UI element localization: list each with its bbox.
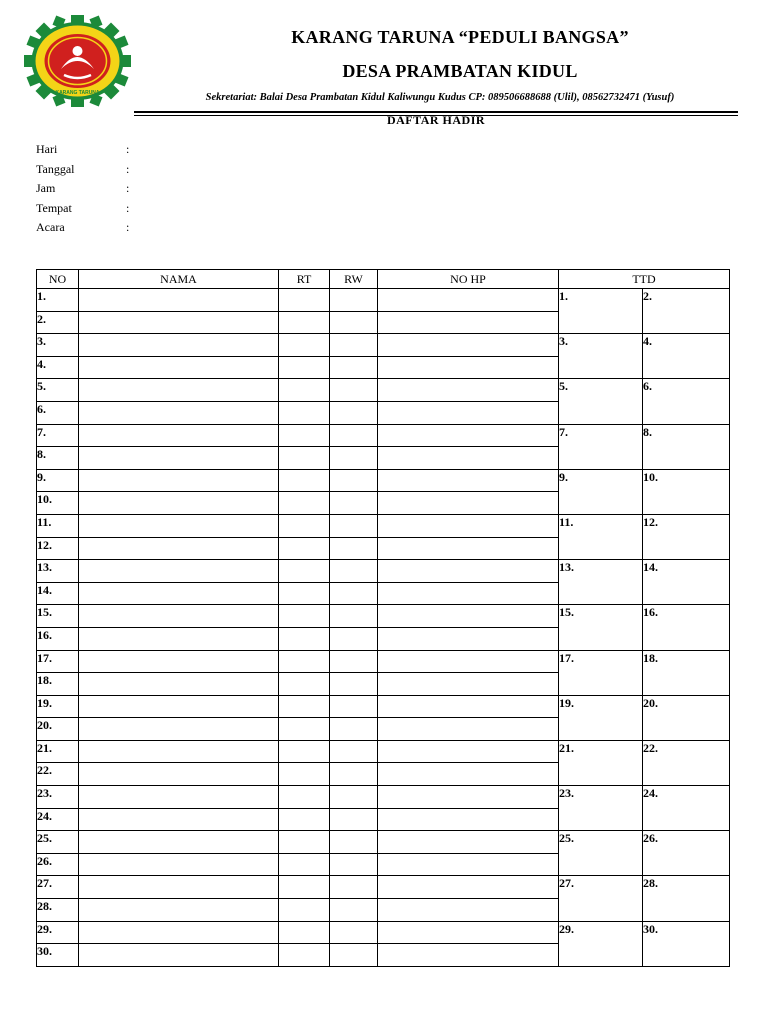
attendance-sheet	[36, 269, 730, 967]
rw-cell[interactable]	[330, 786, 378, 809]
no-hp-cell[interactable]	[378, 379, 559, 402]
no-hp-cell[interactable]	[378, 605, 559, 628]
rw-cell[interactable]	[330, 944, 378, 967]
nama-cell[interactable]	[79, 424, 279, 447]
nama-cell[interactable]	[79, 492, 279, 515]
nama-cell[interactable]	[79, 876, 279, 899]
no-hp-cell[interactable]	[378, 786, 559, 809]
rt-cell[interactable]	[279, 853, 330, 876]
rt-cell[interactable]	[279, 582, 330, 605]
signature-cell[interactable]: 21.	[559, 740, 643, 785]
no-hp-cell[interactable]	[378, 289, 559, 312]
signature-cell[interactable]: 28.	[643, 876, 730, 921]
rw-cell[interactable]	[330, 831, 378, 854]
nama-cell[interactable]	[79, 379, 279, 402]
nama-cell[interactable]	[79, 808, 279, 831]
rw-cell[interactable]	[330, 424, 378, 447]
signature-cell[interactable]: 30.	[643, 921, 730, 966]
no-hp-cell[interactable]	[378, 492, 559, 515]
signature-cell[interactable]: 26.	[643, 831, 730, 876]
info-label: Tanggal	[36, 161, 75, 176]
signature-cell[interactable]: 2.	[643, 289, 730, 334]
row-number: 3.	[37, 334, 79, 357]
no-hp-cell[interactable]	[378, 650, 559, 673]
rw-cell[interactable]	[330, 605, 378, 628]
row-number: 22.	[37, 763, 79, 786]
rt-cell[interactable]	[279, 944, 330, 967]
nama-cell[interactable]	[79, 334, 279, 357]
row-number: 29.	[37, 921, 79, 944]
nama-cell[interactable]	[79, 673, 279, 696]
rw-cell[interactable]	[330, 718, 378, 741]
org-name: KARANG TARUNA “PEDULI BANGSA”	[291, 27, 629, 47]
nama-cell[interactable]	[79, 786, 279, 809]
signature-cell[interactable]: 12.	[643, 514, 730, 559]
nama-cell[interactable]	[79, 650, 279, 673]
rt-cell[interactable]	[279, 401, 330, 424]
row-number: 25.	[37, 831, 79, 854]
rw-cell[interactable]	[330, 560, 378, 583]
row-number: 12.	[37, 537, 79, 560]
rt-cell[interactable]	[279, 627, 330, 650]
nama-cell[interactable]	[79, 831, 279, 854]
row-number: 21.	[37, 740, 79, 763]
nama-cell[interactable]	[79, 944, 279, 967]
rt-cell[interactable]	[279, 718, 330, 741]
row-number: 18.	[37, 673, 79, 696]
rw-cell[interactable]	[330, 650, 378, 673]
rt-cell[interactable]	[279, 808, 330, 831]
row-number: 2.	[37, 311, 79, 334]
table-row	[37, 786, 730, 809]
no-hp-cell[interactable]	[378, 424, 559, 447]
info-row-tempat	[36, 201, 146, 221]
no-hp-cell[interactable]	[378, 334, 559, 357]
rt-cell[interactable]	[279, 311, 330, 334]
signature-cell[interactable]: 5.	[559, 379, 643, 424]
no-hp-cell[interactable]	[378, 514, 559, 537]
row-number: 17.	[37, 650, 79, 673]
table-row	[37, 379, 730, 402]
no-hp-cell[interactable]	[378, 673, 559, 696]
rw-cell[interactable]	[330, 899, 378, 922]
row-number: 15.	[37, 605, 79, 628]
rw-cell[interactable]	[330, 673, 378, 696]
row-number: 5.	[37, 379, 79, 402]
nama-cell[interactable]	[79, 718, 279, 741]
info-row-hari	[36, 142, 146, 162]
nama-cell[interactable]	[79, 921, 279, 944]
rt-cell[interactable]	[279, 605, 330, 628]
table-row	[37, 514, 730, 537]
signature-cell[interactable]: 18.	[643, 650, 730, 695]
nama-cell[interactable]	[79, 695, 279, 718]
rt-cell[interactable]	[279, 560, 330, 583]
info-label: Hari	[36, 142, 58, 156]
rt-cell[interactable]	[279, 899, 330, 922]
row-number: 23.	[37, 786, 79, 809]
rt-cell[interactable]	[279, 447, 330, 470]
table-row	[37, 921, 730, 944]
rw-cell[interactable]	[330, 537, 378, 560]
table-row	[37, 289, 730, 312]
table-row	[37, 831, 730, 854]
signature-cell[interactable]: 6.	[643, 379, 730, 424]
nama-cell[interactable]	[79, 605, 279, 628]
row-number: 30.	[37, 944, 79, 967]
signature-cell[interactable]: 29.	[559, 921, 643, 966]
signature-cell[interactable]: 7.	[559, 424, 643, 469]
row-number: 1.	[37, 289, 79, 312]
row-number: 9.	[37, 469, 79, 492]
rt-cell[interactable]	[279, 514, 330, 537]
rw-cell[interactable]	[330, 763, 378, 786]
row-number: 20.	[37, 718, 79, 741]
info-colon: :	[126, 181, 130, 196]
rt-cell[interactable]	[279, 673, 330, 696]
row-number: 24.	[37, 808, 79, 831]
nama-cell[interactable]	[79, 289, 279, 312]
signature-cell[interactable]: 17.	[559, 650, 643, 695]
row-number: 10.	[37, 492, 79, 515]
table-row	[37, 695, 730, 718]
no-hp-cell[interactable]	[378, 447, 559, 470]
col-header-no-hp: NO HP	[378, 270, 559, 289]
rt-cell[interactable]	[279, 786, 330, 809]
row-number: 7.	[37, 424, 79, 447]
attendance-table	[36, 269, 730, 967]
col-header-ttd: TTD	[559, 270, 730, 289]
nama-cell[interactable]	[79, 356, 279, 379]
row-number: 26.	[37, 853, 79, 876]
rt-cell[interactable]	[279, 356, 330, 379]
table-row	[37, 334, 730, 357]
logo-emblem	[24, 15, 131, 107]
row-number: 6.	[37, 401, 79, 424]
signature-cell[interactable]: 25.	[559, 831, 643, 876]
row-number: 14.	[37, 582, 79, 605]
table-row	[37, 424, 730, 447]
row-number: 13.	[37, 560, 79, 583]
rw-cell[interactable]	[330, 379, 378, 402]
row-number: 16.	[37, 627, 79, 650]
no-hp-cell[interactable]	[378, 582, 559, 605]
rw-cell[interactable]	[330, 853, 378, 876]
rt-cell[interactable]	[279, 695, 330, 718]
rw-cell[interactable]	[330, 627, 378, 650]
signature-cell[interactable]: 16.	[643, 605, 730, 650]
rw-cell[interactable]	[330, 808, 378, 831]
logo-caption: KARANG TARUNA	[55, 90, 100, 96]
signature-cell[interactable]: 13.	[559, 560, 643, 605]
rw-cell[interactable]	[330, 401, 378, 424]
no-hp-cell[interactable]	[378, 876, 559, 899]
signature-cell[interactable]: 11.	[559, 514, 643, 559]
nama-cell[interactable]	[79, 740, 279, 763]
signature-cell[interactable]: 24.	[643, 786, 730, 831]
table-row	[37, 469, 730, 492]
row-number: 8.	[37, 447, 79, 470]
nama-cell[interactable]	[79, 401, 279, 424]
info-colon: :	[126, 220, 130, 235]
rt-cell[interactable]	[279, 650, 330, 673]
nama-cell[interactable]	[79, 899, 279, 922]
rw-cell[interactable]	[330, 876, 378, 899]
table-header-row	[37, 270, 730, 289]
table-row	[37, 650, 730, 673]
info-colon: :	[126, 161, 130, 176]
signature-cell[interactable]: 9.	[559, 469, 643, 514]
col-header-rw: RW	[330, 270, 378, 289]
row-number: 4.	[37, 356, 79, 379]
rw-cell[interactable]	[330, 921, 378, 944]
info-colon: :	[126, 142, 130, 156]
row-number: 11.	[37, 514, 79, 537]
signature-cell[interactable]: 4.	[643, 334, 730, 379]
rt-cell[interactable]	[279, 424, 330, 447]
nama-cell[interactable]	[79, 514, 279, 537]
rw-cell[interactable]	[330, 492, 378, 515]
village-name: DESA PRAMBATAN KIDUL	[342, 61, 578, 81]
rt-cell[interactable]	[279, 289, 330, 312]
signature-cell[interactable]: 3.	[559, 334, 643, 379]
nama-cell[interactable]	[79, 560, 279, 583]
col-header-no: NO	[37, 270, 79, 289]
info-label: Tempat	[36, 200, 72, 215]
rt-cell[interactable]	[279, 921, 330, 944]
nama-cell[interactable]	[79, 763, 279, 786]
row-number: 27.	[37, 876, 79, 899]
info-row-acara	[36, 220, 146, 240]
rt-cell[interactable]	[279, 334, 330, 357]
col-header-rt: RT	[279, 270, 330, 289]
signature-cell[interactable]: 15.	[559, 605, 643, 650]
table-row	[37, 560, 730, 583]
no-hp-cell[interactable]	[378, 808, 559, 831]
rw-cell[interactable]	[330, 514, 378, 537]
no-hp-cell[interactable]	[378, 853, 559, 876]
no-hp-cell[interactable]	[378, 356, 559, 379]
info-fields	[36, 142, 146, 240]
signature-cell[interactable]: 23.	[559, 786, 643, 831]
no-hp-cell[interactable]	[378, 401, 559, 424]
no-hp-cell[interactable]	[378, 695, 559, 718]
rw-cell[interactable]	[330, 356, 378, 379]
nama-cell[interactable]	[79, 582, 279, 605]
signature-cell[interactable]: 14.	[643, 560, 730, 605]
rt-cell[interactable]	[279, 379, 330, 402]
nama-cell[interactable]	[79, 311, 279, 334]
rt-cell[interactable]	[279, 492, 330, 515]
rw-cell[interactable]	[330, 311, 378, 334]
nama-cell[interactable]	[79, 469, 279, 492]
no-hp-cell[interactable]	[378, 560, 559, 583]
table-row	[37, 605, 730, 628]
rt-cell[interactable]	[279, 831, 330, 854]
secretariat-line: Sekretariat: Balai Desa Prambatan Kidul Kaliwungu Kudus CP: 089506688688 (Ulil), 08562732471 (Yusuf)	[205, 92, 675, 103]
rt-cell[interactable]	[279, 537, 330, 560]
no-hp-cell[interactable]	[378, 537, 559, 560]
info-row-jam	[36, 181, 146, 201]
nama-cell[interactable]	[79, 447, 279, 470]
signature-cell[interactable]: 10.	[643, 469, 730, 514]
nama-cell[interactable]	[79, 627, 279, 650]
rw-cell[interactable]	[330, 695, 378, 718]
rw-cell[interactable]	[330, 289, 378, 312]
no-hp-cell[interactable]	[378, 921, 559, 944]
no-hp-cell[interactable]	[378, 944, 559, 967]
no-hp-cell[interactable]	[378, 469, 559, 492]
rt-cell[interactable]	[279, 876, 330, 899]
signature-cell[interactable]: 1.	[559, 289, 643, 334]
info-row-tanggal	[36, 162, 146, 182]
document-title: DAFTAR HADIR	[386, 113, 486, 127]
signature-cell[interactable]: 19.	[559, 695, 643, 740]
table-row	[37, 876, 730, 899]
rw-cell[interactable]	[330, 469, 378, 492]
no-hp-cell[interactable]	[378, 740, 559, 763]
rt-cell[interactable]	[279, 469, 330, 492]
signature-cell[interactable]: 20.	[643, 695, 730, 740]
rw-cell[interactable]	[330, 740, 378, 763]
nama-cell[interactable]	[79, 853, 279, 876]
rt-cell[interactable]	[279, 763, 330, 786]
no-hp-cell[interactable]	[378, 831, 559, 854]
table-row	[37, 740, 730, 763]
info-label: Acara	[36, 220, 65, 235]
no-hp-cell[interactable]	[378, 718, 559, 741]
no-hp-cell[interactable]	[378, 899, 559, 922]
row-number: 28.	[37, 899, 79, 922]
rw-cell[interactable]	[330, 582, 378, 605]
col-header-nama: NAMA	[79, 270, 279, 289]
nama-cell[interactable]	[79, 537, 279, 560]
signature-cell[interactable]: 27.	[559, 876, 643, 921]
info-colon: :	[126, 200, 130, 215]
row-number: 19.	[37, 695, 79, 718]
info-label: Jam	[36, 181, 56, 196]
rw-cell[interactable]	[330, 334, 378, 357]
signature-cell[interactable]: 22.	[643, 740, 730, 785]
no-hp-cell[interactable]	[378, 763, 559, 786]
no-hp-cell[interactable]	[378, 311, 559, 334]
no-hp-cell[interactable]	[378, 627, 559, 650]
signature-cell[interactable]: 8.	[643, 424, 730, 469]
rt-cell[interactable]	[279, 740, 330, 763]
rw-cell[interactable]	[330, 447, 378, 470]
